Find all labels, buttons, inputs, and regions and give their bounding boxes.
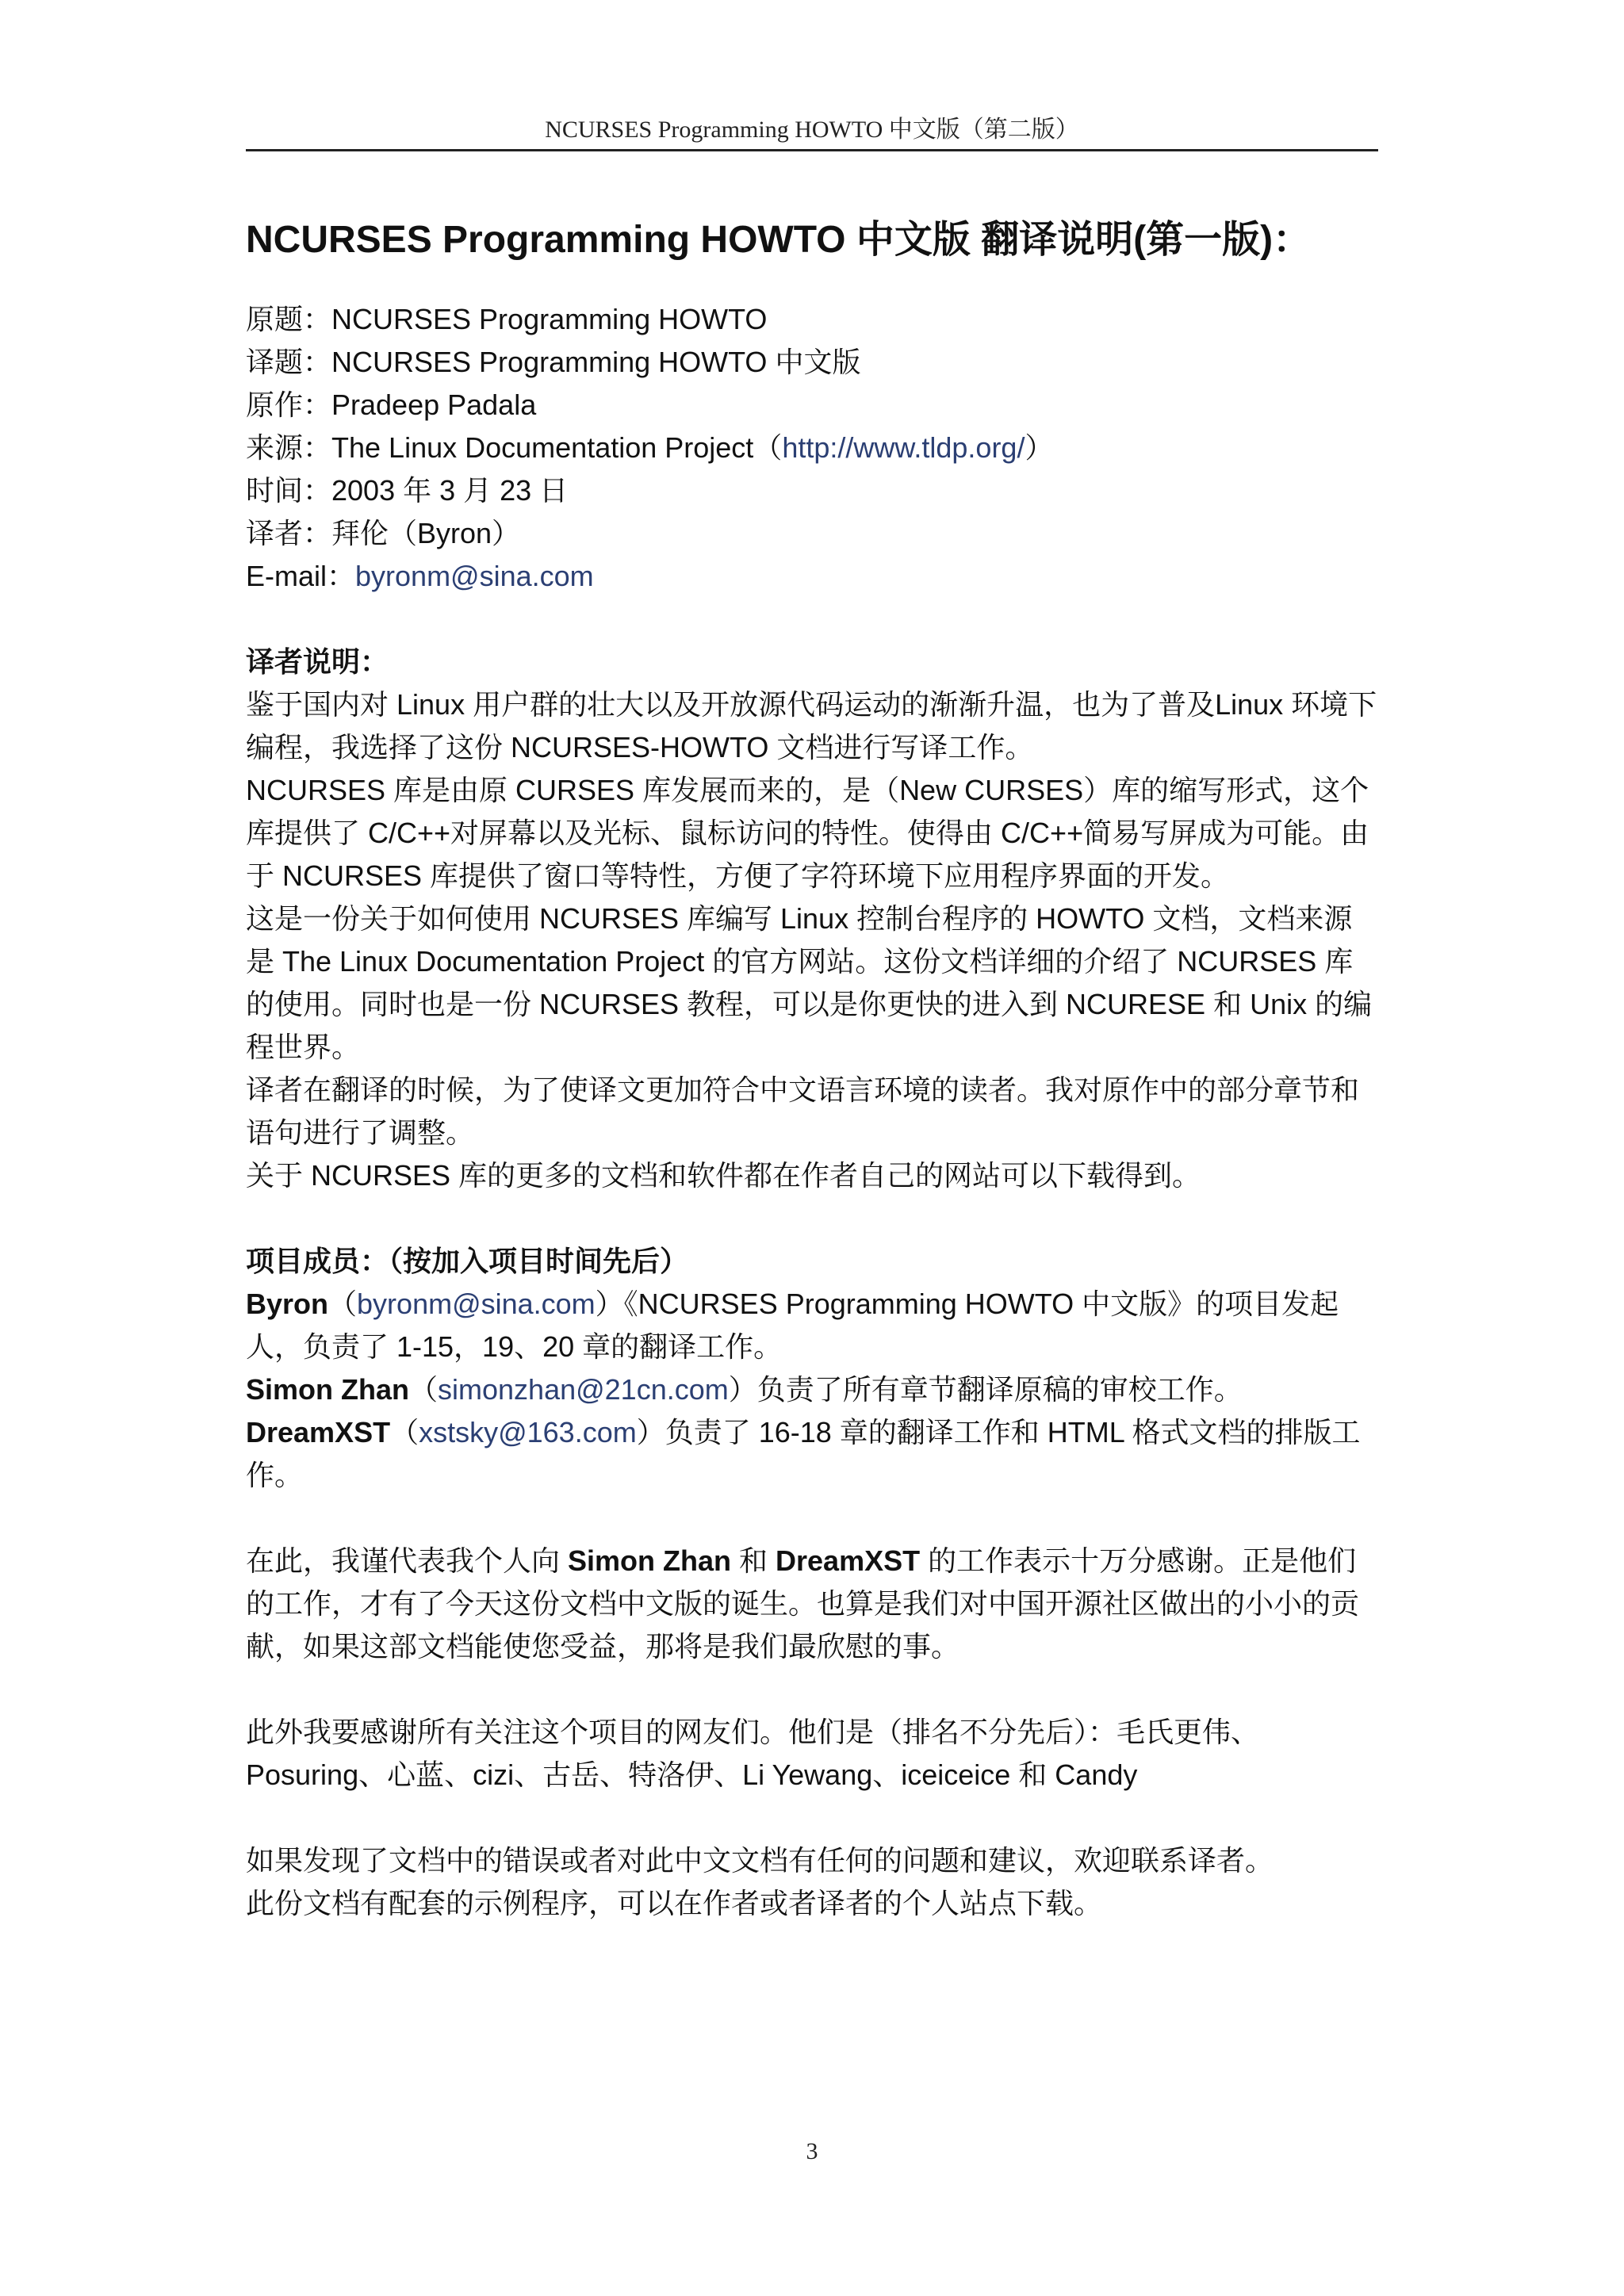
meta-date: [246, 469, 1378, 512]
meta-label: 原作：: [246, 388, 332, 421]
thanks-text: 的工作表示十万分感谢。正是他们的工作，才有了今天这份文档中文版的诞生。也算是我们对中国开源社区做出的小小的贡献，如果这部文档能使您受益，那将是我们最欣慰的事。: [246, 1544, 1360, 1663]
member-name: Simon Zhan: [246, 1373, 409, 1406]
notes-paragraph: 鉴于国内对 Linux 用户群的壮大以及开放源代码运动的渐渐升温，也为了普及Linux 环境下编程，我选择了这份 NCURSES-HOWTO 文档进行写译工作。: [246, 688, 1377, 763]
member-name: DreamXST: [246, 1416, 391, 1448]
meta-label: 译题：: [246, 346, 332, 378]
meta-email: [246, 555, 1378, 598]
meta-value: Pradeep Padala: [331, 388, 537, 421]
member-paren: （: [409, 1373, 439, 1406]
closing-paragraph: 如果发现了文档中的错误或者对此中文文档有任何的问题和建议，欢迎联系译者。: [246, 1844, 1274, 1877]
meta-source: [246, 427, 1378, 469]
notes-paragraph: NCURSES 库是由原 CURSES 库发展而来的，是（New CURSES）库的缩写形式，这个库提供了 C/C++对屏幕以及光标、鼠标访问的特性。使得由 C/C++简易写屏成为可能。由于 NCURSES 库提供了窗口等特性，方便了字符环境下应用程序界面的开发。: [246, 774, 1369, 892]
member-entry-simon: [246, 1368, 1378, 1411]
source-link[interactable]: http://www.tldp.org/: [782, 431, 1025, 464]
member-entry-byron: [246, 1283, 1378, 1368]
spacer: [246, 1197, 1378, 1240]
email-link[interactable]: byronm@sina.com: [355, 560, 594, 592]
member-paren: （: [328, 1288, 358, 1320]
meta-label: 时间：: [246, 474, 332, 507]
members-heading: 项目成员：（按加入项目时间先后）: [246, 1245, 689, 1277]
thanks-name: Simon Zhan: [568, 1544, 732, 1577]
translator-notes: [246, 641, 1378, 1197]
meta-value: ）: [1025, 431, 1054, 464]
running-header: NCURSES Programming HOWTO 中文版（第二版）: [545, 117, 1079, 143]
meta-value: 拜伦（Byron）: [331, 517, 521, 549]
meta-label: E-mail：: [246, 560, 356, 592]
thanks-text: 和: [731, 1544, 776, 1577]
member-email-link[interactable]: byronm@sina.com: [357, 1288, 596, 1320]
acknowledgements-paragraph: 此外我要感谢所有关注这个项目的网友们。他们是（排名不分先后）：毛氏更伟、Posuring、心蓝、cizi、古岳、特洛伊、Li Yewang、iceiceice 和 Candy: [246, 1716, 1260, 1791]
meta-label: 译者：: [246, 517, 332, 549]
meta-original-title: [246, 298, 1378, 341]
metadata-block: [246, 298, 1378, 598]
member-text: ）负责了 16-18 章的翻译工作和 HTML 格式文档的排版工作。: [246, 1416, 1361, 1491]
member-text: ）《NCURSES Programming HOWTO 中文版》的项目发起人，负责了 1-15，19、20 章的翻译工作。: [246, 1288, 1339, 1363]
spacer: [246, 1797, 1378, 1839]
member-name: Byron: [246, 1288, 329, 1320]
member-paren: （: [390, 1416, 419, 1448]
meta-value: NCURSES Programming HOWTO 中文版: [331, 346, 861, 378]
meta-value: NCURSES Programming HOWTO: [331, 303, 768, 335]
spacer: [246, 598, 1378, 641]
notes-paragraph: 译者在翻译的时候，为了使译文更加符合中文语言环境的读者。我对原作中的部分章节和语句进行了调整。: [246, 1073, 1360, 1149]
document-title: NCURSES Programming HOWTO 中文版 翻译说明(第一版)：: [246, 219, 1312, 261]
spacer: [246, 1497, 1378, 1540]
notes-paragraph: 这是一份关于如何使用 NCURSES 库编写 Linux 控制台程序的 HOWTO 文档，文档来源是 The Linux Documentation Project 的官方网站。这份文档详细的介绍了 NCURSES 库的使用。同时也是一份 NCURSES 教程，可以是你更快的进入到 NCURESE 和 Unix 的编程世界。: [246, 902, 1373, 1063]
closing-paragraph: 此份文档有配套的示例程序，可以在作者或者译者的个人站点下载。: [246, 1887, 1103, 1919]
notes-paragraph: 关于 NCURSES 库的更多的文档和软件都在作者自己的网站可以下载得到。: [246, 1159, 1201, 1192]
notes-heading: 译者说明：: [246, 645, 389, 678]
meta-label: 来源：: [246, 431, 332, 464]
thanks-text: 在此，我谨代表我个人向: [246, 1544, 569, 1577]
meta-translator: [246, 512, 1378, 555]
project-members: [246, 1240, 1378, 1497]
member-text: ）负责了所有章节翻译原稿的审校工作。: [728, 1373, 1243, 1406]
spacer: [246, 1668, 1378, 1711]
member-email-link[interactable]: xstsky@163.com: [419, 1416, 637, 1448]
member-email-link[interactable]: simonzhan@21cn.com: [438, 1373, 729, 1406]
meta-translated-title: [246, 341, 1378, 384]
thanks-name: DreamXST: [776, 1544, 921, 1577]
meta-author: [246, 384, 1378, 427]
header-rule: [246, 149, 1378, 151]
document-body: [246, 298, 1378, 1925]
page-number: 3: [806, 2138, 818, 2164]
meta-value: The Linux Documentation Project（: [331, 431, 783, 464]
meta-value: 2003 年 3 月 23 日: [331, 474, 569, 507]
thanks-paragraph: [246, 1540, 1378, 1668]
meta-label: 原题：: [246, 303, 332, 335]
member-entry-dreamxst: [246, 1411, 1378, 1497]
